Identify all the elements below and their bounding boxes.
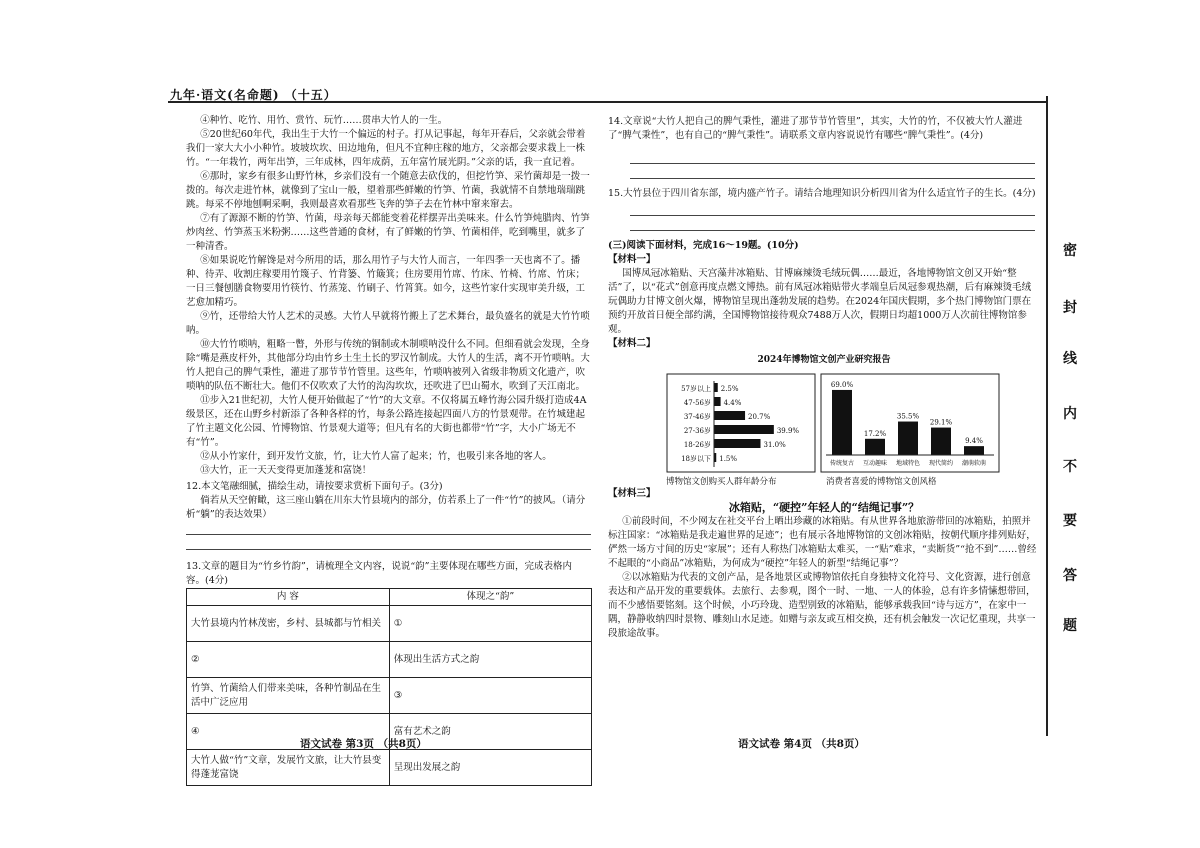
sealing-char: 不 [1063,459,1077,475]
page-header: 九年·语文(名命题) （十五） [170,88,337,102]
charts-area [608,367,1040,487]
chart-1-caption: 博物馆文创购买人群年龄分布 [666,477,777,487]
table-header: 体现之“韵” [389,589,591,606]
sealing-char: 密 [1063,243,1077,259]
tick-label: 27-36岁 [683,427,711,435]
article-paragraph: ⑩大竹竹唢呐，粗略一瞥，外形与传统的铜制或木制唢呐没什么不同。但细看就会发现，全身除“嘴是燕皮杆外，其他部分均由竹乡土生土长的罗汉竹制成。大竹人的生活，离不开竹唢呐。大竹人把自己的脾气秉性，灌进了那节节竹管里。这些年，竹唢呐被列入省级非物质文化遗产，吹唢呐的队伍不断壮大。他们不仅吹欢了大竹的沟沟坎坎，还吹进了巴山蜀水，吹到了天江南北。 [186,339,590,392]
article-body [186,114,591,478]
question-15: 15.大竹县位于四川省东部，境内盛产竹子。请结合地理知识分析四川省为什么适宜竹子的生长。(4分) [608,188,1036,199]
question-12: 12.本文笔融细腻，描绘生动，请按要求赏析下面句子。(3分) [186,481,443,492]
article-paragraph: ⑪步入21世纪初，大竹人便开始做起了“竹”的大文章。不仅将属五峰竹海公园升级打造成4A级景区，还在山野乡村新添了各种各样的竹，每条公路连接起四面八方的竹景观带。在竹城建起了竹主题文化公园、竹博物馆、竹景观大道等；但凡有名的大街也都带“竹”字，大小广场无不有“竹”。 [186,395,587,448]
data-label: 35.5% [896,412,920,421]
bar [898,422,918,455]
article-paragraph: ⑦有了源源不断的竹笋、竹菌，母亲每天都能变着花样摆弄出美味来。什么竹笋炖腊肉、竹笋炒肉丝、竹笋蒸玉米粉粥……这些普通的食材，有了鲜嫩的竹笋、竹菌相伴，吃到嘴里，就多了一种清香。 [186,213,590,252]
bar [964,446,984,455]
bar [714,411,745,420]
table-header: 内 容 [187,589,390,606]
tick-label: 57岁以上 [681,385,711,393]
table-cell: ③ [389,678,591,714]
article-paragraph: ④种竹、吃竹、用竹、赏竹、玩竹……贯串大竹人的一生。 [200,115,448,126]
sealing-char: 线 [1063,351,1077,367]
data-label: 2.5% [720,385,739,393]
table-cell: 呈现出发展之韵 [389,750,591,786]
article-paragraph: ⑤20世纪60年代，我出生于大竹一个偏远的村子。打从记事起，每年开春后，父亲就会带着我们一家大大小小种竹。坡坡坎坎、田边地角，但凡不宜种庄稼的地方，父亲都会要求栽上一株竹。“一年栽竹，两年出笋，三年成林，四年成荫，五年富竹展光阴。”父亲的话，我一直记着。 [186,129,586,168]
tick-label: 18岁以下 [681,455,711,463]
material-3-paragraph-2: ②以冰箱贴为代表的文创产品，是各地景区或博物馆依托自身独特文化符号、文化资源，进行创意表达和产品开发的重要载体。去旅行、去参观，图个一时、一地、一人的体验，总有许多情愫想带回，而不少感悟要铭刻。这个时候，小巧玲珑、造型别致的冰箱贴，能够承载我回“诗与远方”，在家中一隅，静静收纳四时景物、雕刻山水足迹。如赠与亲友或互相交换，还有机会触发一次记忆重现，共享一段旅途故事。 [608,572,1036,639]
sealing-char: 要 [1063,513,1077,529]
tick-label: 18-26岁 [683,441,711,449]
material-1-label: 【材料一】 [608,254,656,265]
header-rule [168,101,1048,103]
table-row [187,642,592,678]
answer-line [186,549,591,550]
bar [714,425,774,434]
table-row [187,750,592,786]
tick-label: 潮萌软萌 [961,460,987,467]
table-row [187,606,592,642]
chart-title: 2024年博物馆文创产业研究报告 [757,355,891,365]
data-label: 69.0% [830,380,854,389]
table-cell: ① [389,606,591,642]
table-cell: ② [187,642,390,678]
table-row [187,678,592,714]
tick-label: 47-56岁 [683,399,711,407]
bar [865,439,885,455]
material-3-paragraph-1: ①前段时间，不少网友在社交平台上晒出珍藏的冰箱贴。有从世界各地旅游带回的冰箱贴，拍照并标注国家：“冰箱贴是我走遍世界的足迹”；也有展示各地博物馆的文创冰箱贴，按朝代顺序排列贴好，俨然一场方寸间的历史“家展”；还有人称热门冰箱贴太难买，一“贴”难求，“卖断货”“抢不到”……曾经不起眼的“小商品”冰箱贴，为何成为“硬控”年轻人的新型“结绳记事”？ [608,516,1037,569]
table-cell: 大竹人做“竹”文章，发展竹文旅，让大竹县变得蓬茏富饶 [187,750,390,786]
article-paragraph: ⑧如果说吃竹解馋是对今所用的话，那么用竹子与大竹人而言，一年四季一天也离不了。播种、待弄、收割庄稼要用竹篾子、竹背篓、竹簸箕；住房要用竹席、竹床、竹椅、竹席、竹床；一日三餐刨膳食物要用竹筷竹、竹蒸笼、竹刷子、竹筲箕。如今，这些竹家什实现审美升级，工艺愈加精巧。 [186,255,586,308]
binding-line [1046,96,1048,736]
answer-line [630,230,1035,231]
sealing-char: 答 [1063,568,1077,584]
table-cell: 大竹县境内竹林茂密，乡村、县城都与竹相关 [187,606,390,642]
data-label: 17.2% [863,429,887,438]
data-label: 39.9% [776,427,800,435]
right-page [608,115,1040,641]
data-label: 9.4% [965,437,983,446]
data-label: 31.0% [763,441,786,449]
style-preference-chart [820,373,1000,473]
chart-2-caption: 消费者喜爱的博物馆文创风格 [826,477,937,487]
question-12-sentence: 倘若从天空俯瞰，这三座山躺在川东大竹县境内的部分，仿若系上了一件“竹”的披风。（请分析“躺”的表达效果） [186,495,586,520]
answer-line [630,163,1035,164]
data-label: 4.4% [723,399,742,407]
table-cell: 竹笋、竹菌给人们带来美味，各种竹制品在生活中广泛应用 [187,678,390,714]
tick-label: 互动趣味 [862,460,888,467]
material-1-text: 国博凤冠冰箱贴、天宫藻井冰箱贴、甘博麻辣烫毛绒玩偶……最近，各地博物馆文创又开始“整活”了，以“花式”创意再度点燃文博热。前有凤冠冰箱贴带火孝端皇后凤冠参观热潮，后有麻辣烫毛绒玩偶助力甘博文创火爆，博物馆呈现出蓬勃发展的趋势。在2024年国庆假期，多个热门博物馆门票在预约开放首日便全部约满，全国博物馆接待观众7488万人次，假期日均超1000万人次前往博物馆参观。 [608,268,1032,335]
tick-label: 37-46岁 [683,413,711,421]
table-cell: 体现出生活方式之韵 [389,642,591,678]
article-paragraph: ⑥那时，家乡有很多山野竹林，乡亲们没有一个随意去砍伐的，但挖竹笋、采竹菌却是一拨一拨的。每次走进竹林，就像到了宝山一般，望着那些鲜嫩的竹笋、竹菌，我就情不自禁地瑞瑞跳跳。每采不停地刨啊采啊，我则最喜欢看那些飞奔的笋子去在竹林中窜来窜去。 [186,171,590,210]
bar [832,390,852,455]
page-footer-right: 语文试卷 第4页 （共8页） [738,738,865,750]
answer-line [630,178,1035,179]
bar [714,397,721,406]
data-label: 20.7% [748,413,771,421]
age-distribution-chart [666,373,816,473]
answer-line [186,534,591,535]
section-3-heading: (三)阅读下面材料，完成16～19题。(10分) [608,240,799,251]
tick-label: 现代简约 [928,460,954,467]
article-paragraph: ⑨竹，还带给大竹人艺术的灵感。大竹人早就将竹搬上了艺术舞台，最负盛名的就是大竹竹唢呐。 [186,311,590,336]
sealing-char: 封 [1063,300,1077,316]
material-3-label: 【材料三】 [608,488,656,499]
question-13: 13.文章的题目为“竹乡竹韵”，请梳理全文内容，说说“韵”主要体现在哪些方面，完成表格内容。(4分) [186,561,573,586]
bar [931,428,951,455]
tick-label: 地域特色 [895,460,921,467]
material-2-label: 【材料二】 [608,338,656,349]
table-cell: 富有艺术之韵 [389,714,591,750]
article-paragraph: ⑬大竹，正一天天变得更加蓬茏和富饶！ [200,465,372,476]
article-paragraph: ⑫从小竹家什，到开发竹文旅，竹，让大竹人富了起来；竹，也吸引来各地的客人。 [200,451,552,462]
left-page [186,114,591,786]
page-footer-left: 语文试卷 第3页 （共8页） [300,738,427,750]
data-label: 29.1% [929,418,953,427]
question-14: 14.文章说“大竹人把自己的脾气秉性，灌进了那节节竹管里”，其实，大竹的竹，不仅被大竹人灌进了“脾气秉性”，也有自己的“脾气秉性”。请联系文章内容说说竹有哪些“脾气秉性”。(4分) [608,116,1023,141]
sealing-char: 题 [1063,618,1077,634]
bar [714,383,718,392]
data-label: 1.5% [719,455,738,463]
bar [714,439,761,448]
material-3-title: 冰箱贴，“硬控”年轻人的“结绳记事”？ [728,501,920,514]
sealing-char: 内 [1063,406,1077,422]
answer-table [186,588,592,786]
table-cell: ④ [187,714,390,750]
answer-line [630,215,1035,216]
tick-label: 传统复古 [829,460,855,467]
